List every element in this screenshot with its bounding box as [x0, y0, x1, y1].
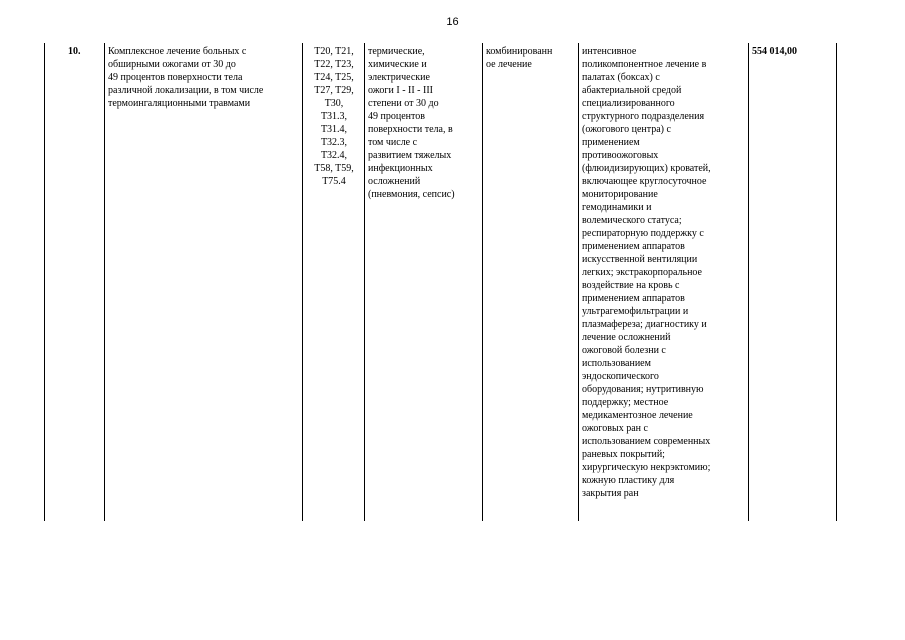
page-number: 16	[446, 16, 459, 28]
column-divider	[482, 43, 483, 521]
column-divider	[578, 43, 579, 521]
row-number: 10.	[68, 46, 81, 57]
column-divider	[748, 43, 749, 521]
column-divider	[44, 43, 45, 521]
column-divider	[302, 43, 303, 521]
column-divider	[364, 43, 365, 521]
patient-model: термические, химические и электрические ожоги I - II - III степени от 30 до 49 процентов поверхности тела, в том числе с развитием тяжелых инфекционных осложнений (пневмония, сепсис)	[368, 46, 455, 200]
table-row	[44, 43, 836, 521]
icd-codes: T20, T21, T22, T23, T24, T25, T27, T29, T30, T31.3, T31.4, T32.3, T32.4, T58, T59, T75.4	[314, 46, 354, 187]
treatment-method: интенсивное поликомпонентное лечение в палатах (боксах) с абактериальной средой специализированного структурного подразделения (ожогового центра) с применением противоожоговых (флюидизирующих) кроватей, включающее круглосуточное мониторирование гемодинамики и волемического статуса; респираторную поддержку с применением аппаратов искусственной вентиляции легких; экстракорпоральное воздействие на кровь с применением аппаратов ультрагемофильтрации и плазмафереза; диагностику и лечение осложнений ожоговой болезни с использованием эндоскопического оборудования; нутритивную поддержку; местное медикаментозное лечение ожоговых ран с использованием современных раневых покрытий; хирургическую некрэктомию; кожную пластику для закрытия ран	[582, 46, 711, 499]
treatment-type: комбинированн ое лечение	[486, 46, 553, 70]
column-divider	[836, 43, 837, 521]
column-divider	[104, 43, 105, 521]
cost-value: 554 014,00	[752, 46, 797, 57]
care-profile-name: Комплексное лечение больных с обширными ожогами от 30 до 49 процентов поверхности тела различной локализации, в том числе термоингаляционными травмами	[108, 46, 264, 109]
